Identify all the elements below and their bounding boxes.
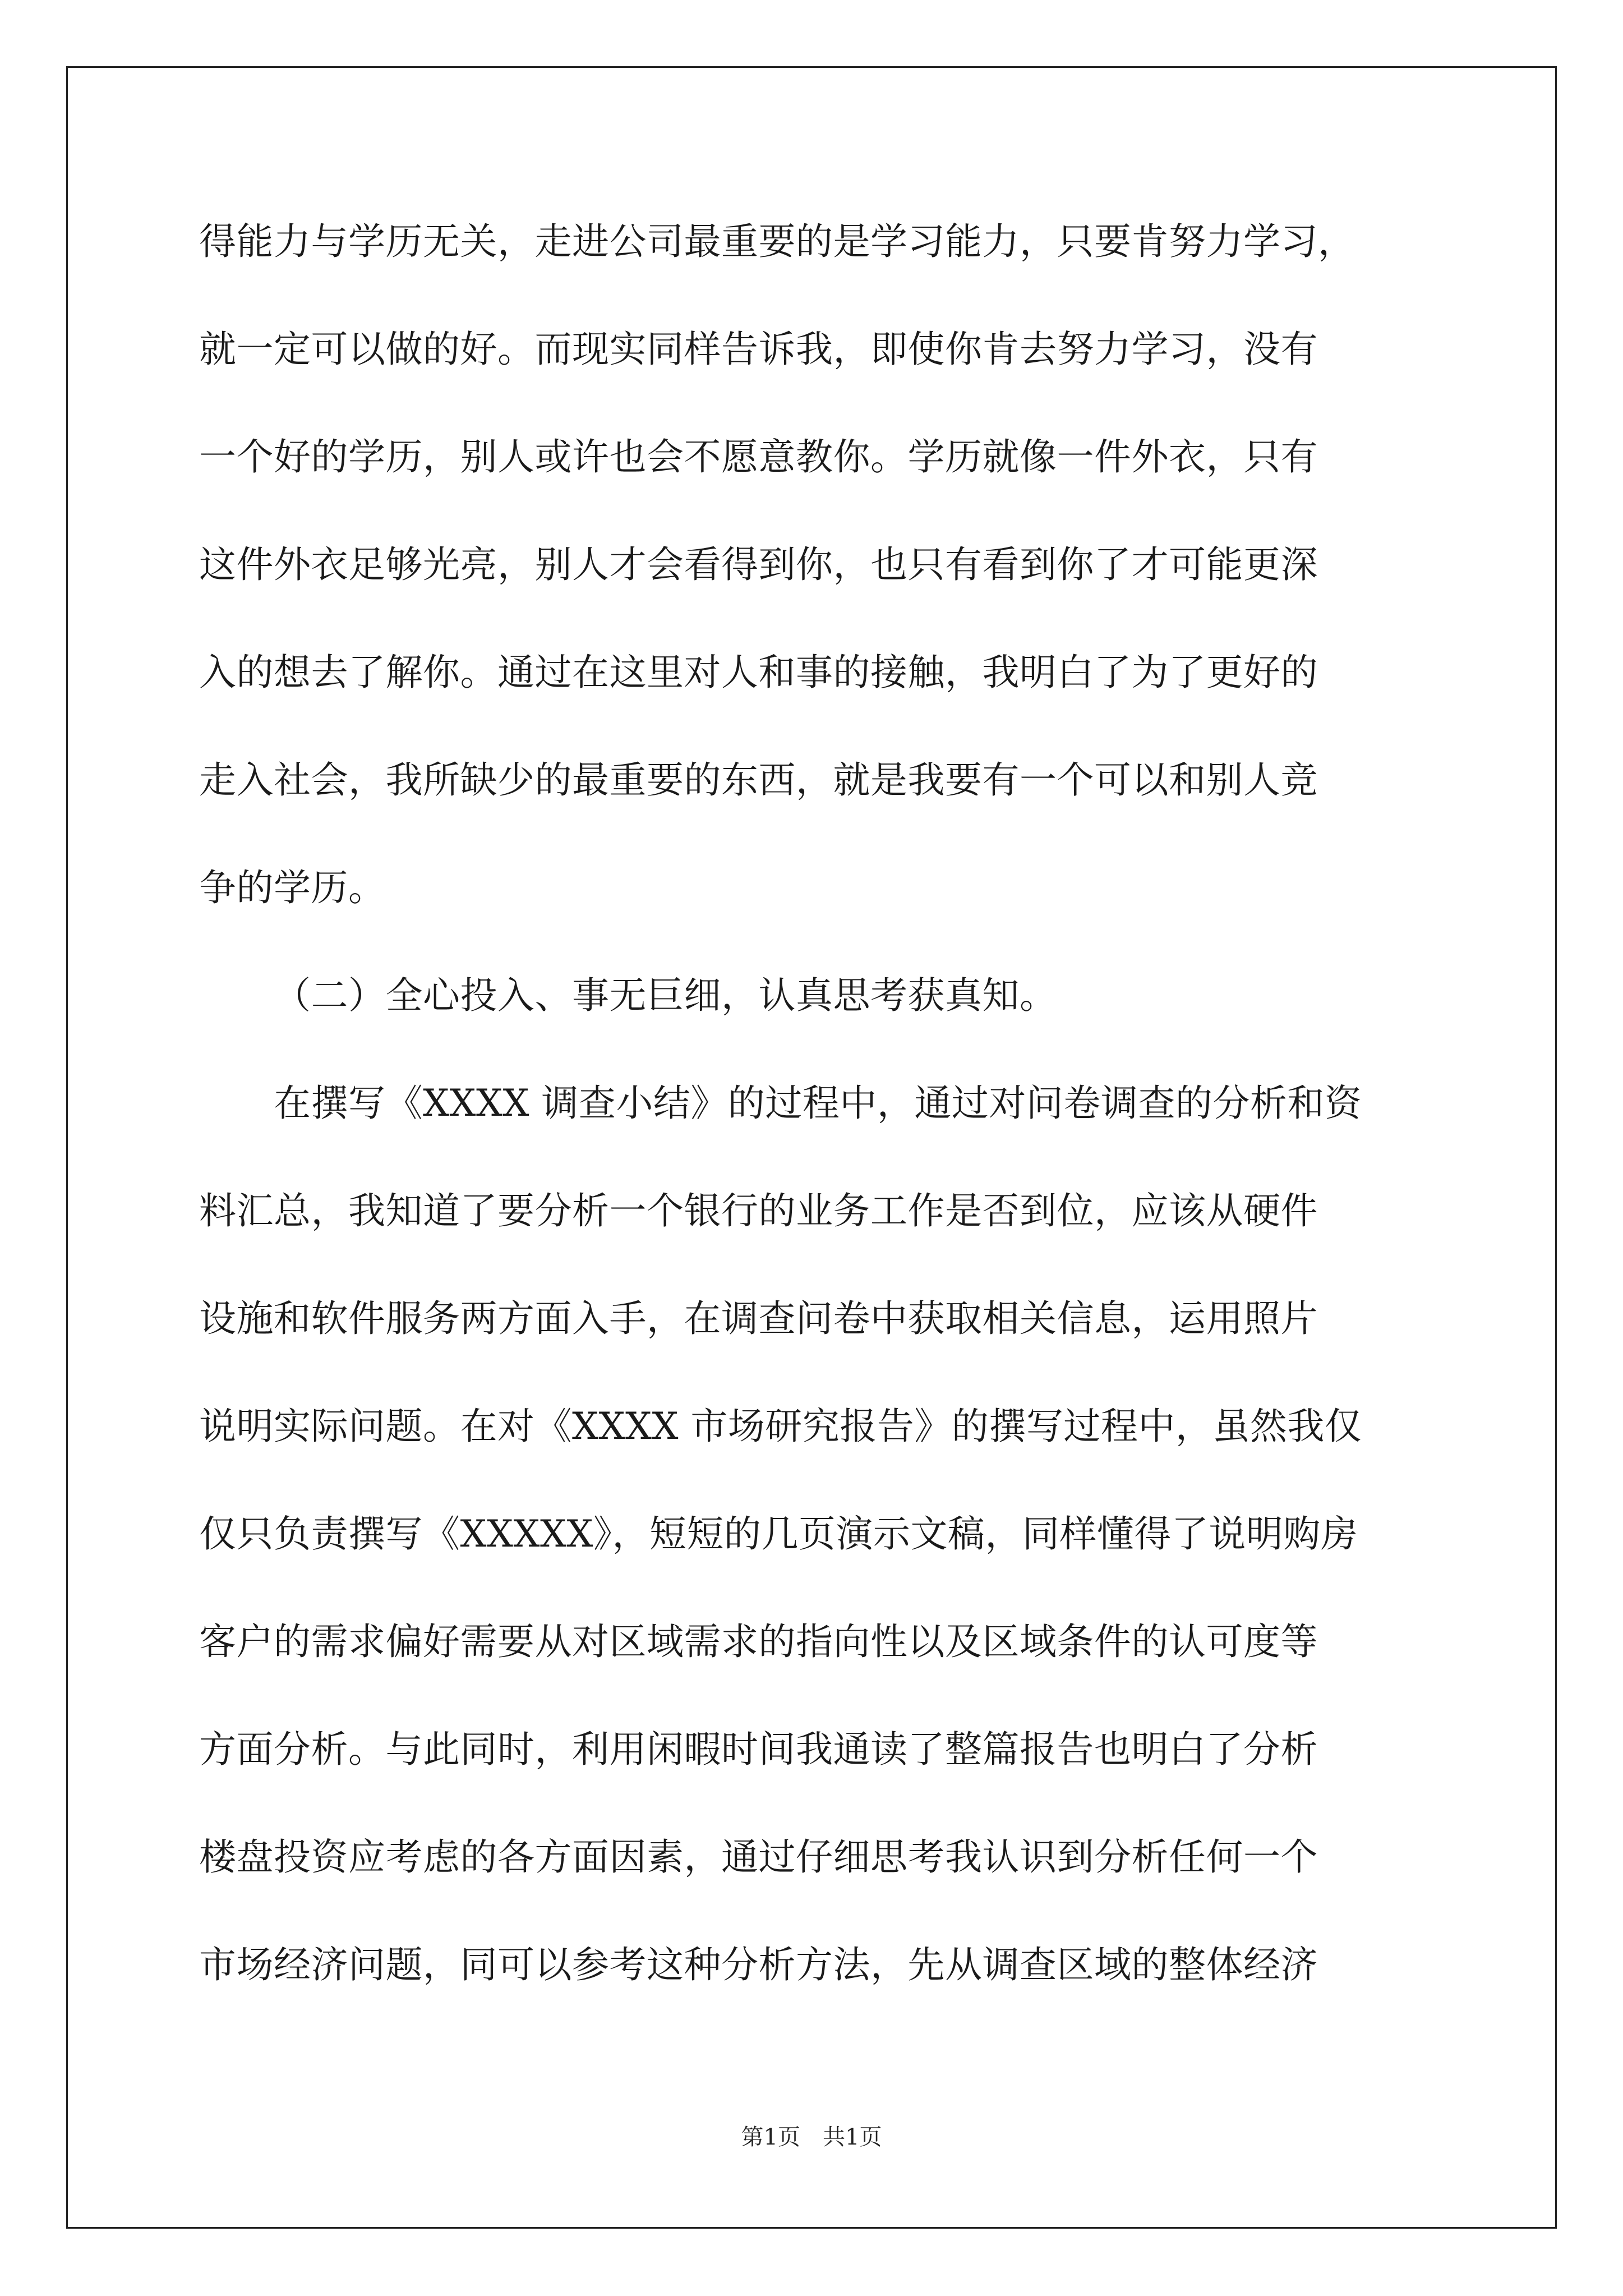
text-line: 在撰写《XXXX 调查小结》的过程中，通过对问卷调查的分析和资 bbox=[274, 1082, 1362, 1125]
text-line: 一个好的学历，别人或许也会不愿意教你。学历就像一件外衣，只有 bbox=[199, 435, 1318, 478]
text-line: 说明实际问题。在对《XXXX 市场研究报告》的撰写过程中，虽然我仅 bbox=[199, 1405, 1362, 1448]
text-line: 市场经济问题，同可以参考这种分析方法，先从调查区域的整体经济 bbox=[199, 1943, 1318, 1986]
text-line: 仅只负责撰写《XXXXX》，短短的几页演示文稿，同样懂得了说明购房 bbox=[199, 1512, 1358, 1556]
text-line: 这件外衣足够光亮，别人才会看得到你，也只有看到你了才可能更深 bbox=[199, 543, 1318, 586]
text-line: 料汇总，我知道了要分析一个银行的业务工作是否到位，应该从硬件 bbox=[199, 1189, 1318, 1232]
text-line: 入的想去了解你。通过在这里对人和事的接触，我明白了为了更好的 bbox=[199, 651, 1318, 694]
text-line: 走入社会，我所缺少的最重要的东西，就是我要有一个可以和别人竞 bbox=[199, 758, 1318, 802]
text-line: 方面分析。与此同时，利用闲暇时间我通读了整篇报告也明白了分析 bbox=[199, 1728, 1318, 1771]
text-line: 得能力与学历无关，走进公司最重要的是学习能力，只要肯努力学习， bbox=[199, 220, 1355, 263]
section-heading: （二）全心投入、事无巨细，认真思考获真知。 bbox=[274, 974, 1057, 1017]
text-line: 就一定可以做的好。而现实同样告诉我，即使你肯去努力学习，没有 bbox=[199, 328, 1318, 371]
text-line: 争的学历。 bbox=[199, 866, 386, 909]
text-line: 客户的需求偏好需要从对区域需求的指向性以及区域条件的认可度等 bbox=[199, 1620, 1318, 1663]
document-body bbox=[199, 188, 1433, 2019]
text-line: 楼盘投资应考虑的各方面因素，通过仔细思考我认识到分析任何一个 bbox=[199, 1835, 1318, 1879]
page-number: 第1页 共1页 bbox=[741, 2124, 882, 2150]
text-line: 设施和软件服务两方面入手，在调查问卷中获取相关信息，运用照片 bbox=[199, 1297, 1318, 1340]
